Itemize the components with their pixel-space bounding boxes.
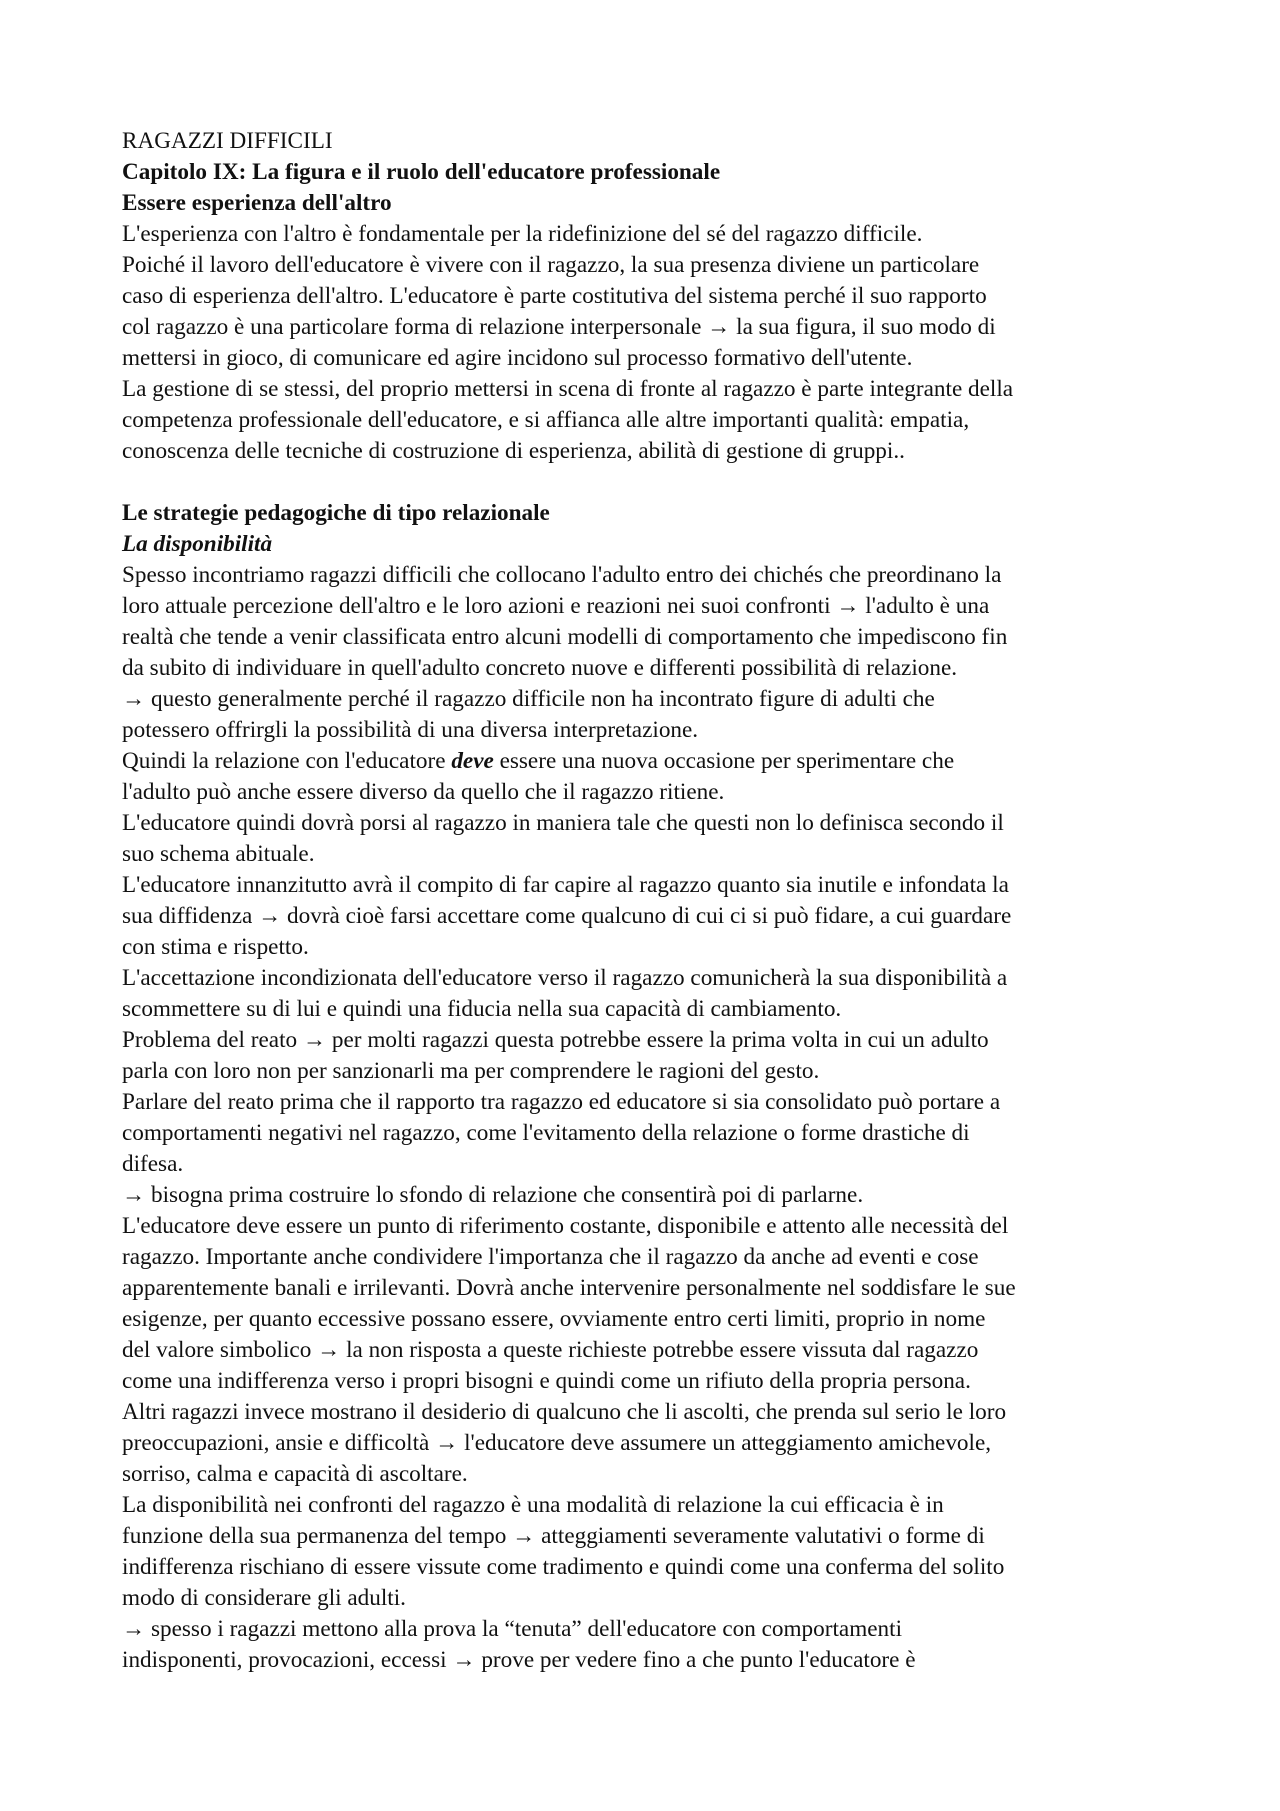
paragraph-line: difesa. (122, 1151, 184, 1177)
paragraph-line: indisponenti, provocazioni, eccessi → prove per vedere fino a che punto l'educatore è (122, 1647, 916, 1673)
paragraph-line: suo schema abituale. (122, 841, 315, 867)
paragraph-line: con stima e rispetto. (122, 934, 309, 960)
blank-line (122, 467, 1160, 498)
paragraph-line: sorriso, calma e capacità di ascoltare. (122, 1461, 468, 1487)
section1-body (122, 219, 1160, 467)
paragraph-line: sua diffidenza → dovrà cioè farsi accettare come qualcuno di cui ci si può fidare, a cui guardare (122, 903, 1012, 929)
subsection-heading: La disponibilità (122, 531, 273, 557)
section-heading: Le strategie pedagogiche di tipo relazionale (122, 500, 550, 526)
paragraph-line: → questo generalmente perché il ragazzo difficile non ha incontrato figure di adulti che (122, 686, 935, 712)
paragraph-line: Problema del reato → per molti ragazzi questa potrebbe essere la prima volta in cui un adulto (122, 1027, 989, 1053)
paragraph-line: mettersi in gioco, di comunicare ed agire incidono sul processo formativo dell'utente. (122, 345, 913, 371)
section2-body (122, 560, 1160, 1676)
paragraph-line: indifferenza rischiano di essere vissute come tradimento e quindi come una conferma del solito (122, 1554, 1005, 1580)
paragraph-line: parla con loro non per sanzionarli ma per comprendere le ragioni del gesto. (122, 1058, 820, 1084)
paragraph-line: L'educatore deve essere un punto di riferimento costante, disponibile e attento alle necessità del (122, 1213, 1009, 1239)
paragraph-line: L'esperienza con l'altro è fondamentale per la ridefinizione del sé del ragazzo difficile. (122, 221, 923, 247)
paragraph-line: preoccupazioni, ansie e difficoltà → l'educatore deve assumere un atteggiamento amichevole, (122, 1430, 992, 1456)
paragraph-line: apparentemente banali e irrilevanti. Dovrà anche intervenire personalmente nel soddisfare le sue (122, 1275, 1016, 1301)
paragraph-line: loro attuale percezione dell'altro e le loro azioni e reazioni nei suoi confronti → l'adulto è una (122, 593, 990, 619)
paragraph-line: come una indifferenza verso i propri bisogni e quindi come un rifiuto della propria persona. (122, 1368, 971, 1394)
paragraph-line: conoscenza delle tecniche di costruzione di esperienza, abilità di gestione di gruppi.. (122, 438, 905, 464)
paragraph-line: ragazzo. Importante anche condividere l'importanza che il ragazzo da anche ad eventi e cose (122, 1244, 979, 1270)
paragraph-line: comportamenti negativi nel ragazzo, come l'evitamento della relazione o forme drastiche di (122, 1120, 970, 1146)
paragraph-line: → bisogna prima costruire lo sfondo di relazione che consentirà poi di parlarne. (122, 1182, 864, 1208)
paragraph-line: → spesso i ragazzi mettono alla prova la “tenuta” dell'educatore con comportamenti (122, 1616, 903, 1642)
paragraph-line: scommettere su di lui e quindi una fiducia nella sua capacità di cambiamento. (122, 996, 842, 1022)
paragraph-line: L'educatore innanzitutto avrà il compito di far capire al ragazzo quanto sia inutile e infondata la (122, 872, 1009, 898)
paragraph-line: caso di esperienza dell'altro. L'educatore è parte costitutiva del sistema perché il suo rapporto (122, 283, 987, 309)
paragraph-line: Parlare del reato prima che il rapporto tra ragazzo ed educatore si sia consolidato può portare a (122, 1089, 1001, 1115)
section-heading: Essere esperienza dell'altro (122, 190, 392, 216)
paragraph-line: La gestione di se stessi, del proprio mettersi in scena di fronte al ragazzo è parte integrante della (122, 376, 1014, 402)
paragraph-line: Spesso incontriamo ragazzi difficili che collocano l'adulto entro dei chichés che preordinano la (122, 562, 1002, 588)
paragraph-line: Altri ragazzi invece mostrano il desiderio di qualcuno che li ascolti, che prenda sul serio le loro (122, 1399, 1007, 1425)
paragraph-line: modo di considerare gli adulti. (122, 1585, 406, 1611)
paragraph-line: esigenze, per quanto eccessive possano essere, ovviamente entro certi limiti, proprio in nome (122, 1306, 986, 1332)
chapter-heading: Capitolo IX: La figura e il ruolo dell'educatore professionale (122, 159, 721, 185)
emphasis-word: deve (451, 748, 494, 774)
document-title: RAGAZZI DIFFICILI (122, 128, 333, 154)
paragraph-line: del valore simbolico → la non risposta a queste richieste potrebbe essere vissuta dal ragazzo (122, 1337, 979, 1363)
paragraph-line: funzione della sua permanenza del tempo → atteggiamenti severamente valutativi o forme di (122, 1523, 985, 1549)
paragraph-line: col ragazzo è una particolare forma di relazione interpersonale → la sua figura, il suo modo di (122, 314, 996, 340)
paragraph-line-emphasis (122, 746, 1160, 777)
paragraph-line: L'educatore quindi dovrà porsi al ragazzo in maniera tale che questi non lo definisca secondo il (122, 810, 1004, 836)
paragraph-line: La disponibilità nei confronti del ragazzo è una modalità di relazione la cui efficacia è in (122, 1492, 944, 1518)
paragraph-line: competenza professionale dell'educatore, e si affianca alle altre importanti qualità: empatia, (122, 407, 970, 433)
paragraph-line: potessero offrirgli la possibilità di una diversa interpretazione. (122, 717, 699, 743)
text-run: Quindi la relazione con l'educatore (122, 748, 452, 774)
paragraph-line: realtà che tende a venir classificata entro alcuni modelli di comportamento che impediscono fin (122, 624, 1008, 650)
paragraph-line: l'adulto può anche essere diverso da quello che il ragazzo ritiene. (122, 779, 725, 805)
paragraph-line: Poiché il lavoro dell'educatore è vivere con il ragazzo, la sua presenza diviene un particolare (122, 252, 980, 278)
paragraph-line: L'accettazione incondizionata dell'educatore verso il ragazzo comunicherà la sua disponibilità a (122, 965, 1008, 991)
paragraph-line: da subito di individuare in quell'adulto concreto nuove e differenti possibilità di relazione. (122, 655, 958, 681)
text-run: essere una nuova occasione per sperimentare che (493, 748, 955, 774)
